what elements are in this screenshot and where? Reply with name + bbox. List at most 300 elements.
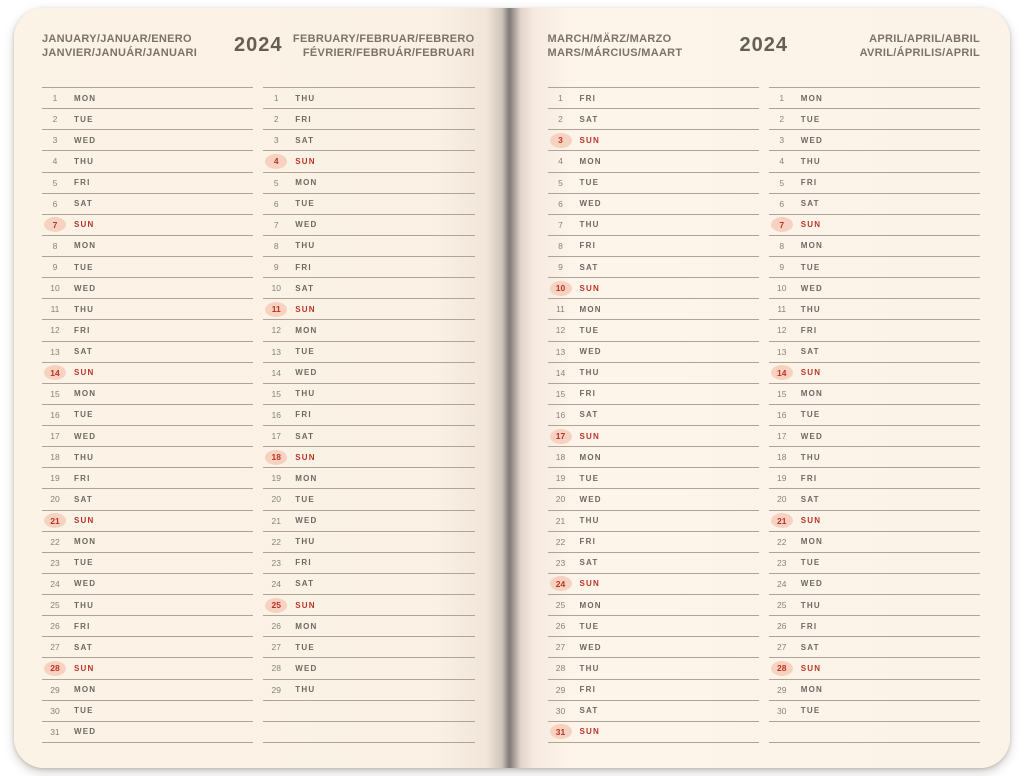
weekday-label: FRI — [74, 473, 91, 483]
sunday-date-badge: 4 — [265, 154, 287, 169]
sunday-date-badge: 10 — [550, 281, 572, 296]
day-number: 29 — [555, 684, 566, 695]
day-row — [263, 447, 474, 468]
weekday-label: WED — [74, 283, 97, 293]
weekday-label: MON — [579, 156, 602, 166]
day-row — [769, 680, 980, 701]
day-number: 24 — [50, 578, 60, 589]
day-number: 6 — [52, 198, 58, 209]
day-number: 16 — [555, 409, 566, 420]
day-row — [42, 405, 253, 426]
weekday-label: SUN — [295, 452, 316, 462]
day-number: 2 — [558, 114, 563, 125]
day-row — [769, 194, 980, 215]
weekday-label: SUN — [800, 220, 822, 230]
day-number: 17 — [777, 431, 787, 442]
day-number: 8 — [779, 240, 785, 251]
day-row — [769, 637, 980, 658]
weekday-label: SAT — [579, 558, 599, 568]
day-row — [548, 468, 759, 489]
day-row — [769, 236, 980, 257]
day-number: 5 — [273, 177, 279, 188]
day-number: 2 — [52, 114, 58, 125]
day-number: 15 — [50, 388, 60, 399]
day-number: 13 — [555, 346, 566, 357]
day-row — [263, 299, 474, 320]
day-row — [548, 257, 759, 278]
weekday-label: TUE — [800, 114, 821, 124]
weekday-label: MON — [74, 685, 97, 695]
weekday-label: SAT — [74, 199, 94, 209]
day-number: 30 — [50, 705, 60, 716]
sunday-date-badge: 18 — [265, 450, 287, 465]
weekday-label: FRI — [579, 241, 596, 251]
day-row — [769, 88, 980, 109]
weekday-label: THU — [74, 304, 95, 314]
day-row — [42, 658, 253, 679]
day-number: 31 — [50, 726, 60, 737]
weekday-label: THU — [295, 241, 316, 251]
day-row — [42, 722, 253, 743]
day-number: 12 — [555, 325, 566, 336]
weekday-label: WED — [579, 494, 602, 504]
day-number: 4 — [52, 156, 58, 167]
weekday-label: THU — [295, 685, 316, 695]
weekday-label: MON — [579, 452, 602, 462]
weekday-label: TUE — [295, 347, 315, 357]
day-row — [263, 88, 474, 109]
day-number: 20 — [555, 494, 566, 505]
day-number: 13 — [50, 346, 60, 357]
sunday-date-badge: 11 — [265, 302, 287, 317]
day-row — [548, 426, 759, 447]
day-number: 19 — [50, 473, 60, 484]
sunday-date-badge: 7 — [771, 217, 793, 232]
weekday-label: MON — [74, 537, 97, 547]
day-number: 20 — [50, 494, 60, 505]
day-row — [769, 658, 980, 679]
day-number: 13 — [777, 346, 787, 357]
day-row — [769, 616, 980, 637]
day-row — [769, 595, 980, 616]
day-row — [769, 299, 980, 320]
weekday-label: THU — [579, 663, 600, 673]
month-title-april — [788, 33, 980, 60]
weekday-label: MON — [74, 241, 97, 251]
weekday-label: WED — [295, 368, 318, 378]
weekday-label: MON — [800, 537, 824, 547]
day-number: 10 — [271, 283, 281, 294]
day-row — [769, 384, 980, 405]
day-row — [42, 363, 253, 384]
sunday-date-badge: 28 — [771, 661, 793, 676]
day-row — [548, 447, 759, 468]
weekday-label: TUE — [74, 410, 94, 420]
weekday-label: FRI — [295, 114, 312, 124]
day-number: 20 — [777, 494, 787, 505]
day-row — [263, 426, 474, 447]
day-number: 24 — [271, 578, 281, 589]
weekday-label: THU — [800, 156, 821, 166]
year-label: 2024 — [739, 34, 788, 56]
weekday-label: SAT — [579, 410, 599, 420]
day-number: 9 — [273, 262, 279, 273]
day-row — [548, 215, 759, 236]
day-number: 11 — [556, 304, 565, 315]
day-row — [42, 637, 253, 658]
weekday-label: SUN — [800, 368, 822, 378]
weekday-label: FRI — [295, 410, 312, 420]
month-title-line: FEBRUARY/FEBRUAR/FEBRERO — [292, 33, 475, 45]
weekday-label: SUN — [800, 663, 822, 673]
month-title-line: AVRIL/ÁPRILIS/APRIL — [859, 46, 980, 59]
day-row — [548, 236, 759, 257]
weekday-label: FRI — [800, 325, 818, 335]
weekday-label: FRI — [74, 325, 91, 335]
day-row — [263, 532, 474, 553]
day-number: 25 — [50, 600, 60, 611]
day-row — [548, 532, 759, 553]
weekday-label: SAT — [74, 347, 94, 357]
weekday-label: MON — [800, 685, 824, 695]
day-number: 23 — [50, 557, 60, 568]
month-title-line: MARS/MÁRCIUS/MAART — [547, 46, 683, 59]
weekday-label: THU — [295, 389, 316, 399]
day-row — [42, 342, 253, 363]
weekday-label: FRI — [74, 621, 91, 631]
weekday-label: SAT — [800, 494, 820, 504]
weekday-label: WED — [74, 579, 97, 589]
weekday-label: SAT — [579, 262, 599, 272]
weekday-label: SAT — [74, 494, 94, 504]
weekday-label: MON — [579, 304, 602, 314]
day-row — [548, 701, 759, 722]
day-row — [769, 574, 980, 595]
weekday-label: MON — [295, 473, 318, 483]
weekday-label: FRI — [295, 262, 312, 272]
day-row — [263, 637, 474, 658]
day-number: 14 — [555, 367, 566, 378]
weekday-label: TUE — [579, 325, 600, 335]
month-title-line: JANUARY/JANUAR/ENERO — [42, 33, 192, 45]
day-number: 29 — [271, 684, 281, 695]
day-number: 12 — [50, 325, 60, 336]
weekday-label: FRI — [74, 178, 91, 188]
day-number: 5 — [52, 177, 58, 188]
weekday-label: MON — [295, 178, 318, 188]
weekday-label: MON — [74, 93, 97, 103]
day-row — [42, 532, 253, 553]
day-number: 8 — [273, 240, 279, 251]
day-row — [548, 299, 759, 320]
day-number: 23 — [777, 557, 787, 568]
day-row — [548, 680, 759, 701]
day-number: 1 — [558, 93, 563, 104]
day-row — [263, 680, 474, 701]
day-row — [263, 616, 474, 637]
day-row — [769, 173, 980, 194]
weekday-label: MON — [800, 93, 824, 103]
month-title-february — [283, 33, 475, 60]
day-row — [548, 278, 759, 299]
day-row — [769, 363, 980, 384]
weekday-label: THU — [74, 600, 95, 610]
day-row — [548, 553, 759, 574]
day-row — [769, 257, 980, 278]
right-page-header — [548, 33, 981, 60]
day-row — [769, 109, 980, 130]
sunday-date-badge: 25 — [265, 598, 287, 613]
day-number: 26 — [50, 621, 60, 632]
day-row — [548, 194, 759, 215]
day-row — [263, 489, 474, 510]
day-number: 23 — [555, 557, 566, 568]
day-row — [42, 151, 253, 172]
day-number: 12 — [271, 325, 281, 336]
day-row — [769, 215, 980, 236]
weekday-label: SUN — [579, 135, 600, 145]
empty-day-row — [769, 722, 980, 743]
day-number: 20 — [271, 494, 281, 505]
day-number: 26 — [777, 621, 787, 632]
month-column-march — [548, 87, 759, 743]
day-number: 1 — [273, 93, 279, 104]
weekday-label: SAT — [800, 642, 820, 652]
day-row — [769, 489, 980, 510]
day-row — [548, 342, 759, 363]
weekday-label: TUE — [74, 262, 94, 272]
day-row — [263, 658, 474, 679]
sunday-date-badge: 17 — [550, 429, 572, 444]
sunday-date-badge: 28 — [44, 661, 66, 676]
day-number: 23 — [271, 557, 281, 568]
sunday-date-badge: 24 — [550, 576, 572, 591]
day-row — [769, 130, 980, 151]
day-row — [263, 278, 474, 299]
day-row — [769, 532, 980, 553]
day-number: 4 — [779, 156, 785, 167]
day-number: 9 — [779, 262, 785, 273]
day-row — [42, 257, 253, 278]
day-number: 11 — [777, 304, 787, 315]
weekday-label: SAT — [579, 114, 599, 124]
weekday-label: WED — [74, 727, 97, 737]
day-row — [263, 511, 474, 532]
day-row — [548, 173, 759, 194]
day-row — [769, 701, 980, 722]
day-row — [42, 384, 253, 405]
weekday-label: SUN — [74, 368, 95, 378]
weekday-label: FRI — [579, 389, 596, 399]
day-row — [548, 88, 759, 109]
weekday-label: SAT — [295, 579, 315, 589]
sunday-date-badge: 14 — [44, 365, 66, 380]
day-number: 27 — [555, 642, 566, 653]
day-row — [42, 173, 253, 194]
day-row — [42, 426, 253, 447]
right-page — [508, 8, 1011, 768]
sunday-date-badge: 14 — [771, 365, 793, 380]
day-row — [263, 405, 474, 426]
weekday-label: MON — [800, 389, 824, 399]
day-number: 19 — [555, 473, 566, 484]
day-row — [42, 320, 253, 341]
day-number: 17 — [271, 431, 281, 442]
weekday-label: TUE — [74, 114, 94, 124]
day-row — [769, 278, 980, 299]
weekday-label: SUN — [800, 516, 822, 526]
day-number: 12 — [777, 325, 787, 336]
day-number: 27 — [50, 642, 60, 653]
planner-spread — [14, 8, 1010, 768]
day-row — [42, 553, 253, 574]
weekday-label: SAT — [800, 199, 820, 209]
right-page-columns — [548, 87, 981, 743]
month-title-march — [548, 33, 740, 60]
day-row — [263, 468, 474, 489]
weekday-label: TUE — [800, 410, 821, 420]
day-row — [263, 595, 474, 616]
day-row — [42, 215, 253, 236]
day-number: 25 — [555, 600, 566, 611]
day-row — [769, 151, 980, 172]
weekday-label: SAT — [800, 347, 820, 357]
day-number: 15 — [555, 388, 566, 399]
weekday-label: TUE — [295, 642, 315, 652]
month-title-line: MARCH/MÄRZ/MARZO — [547, 33, 672, 45]
day-number: 9 — [558, 262, 563, 273]
weekday-label: TUE — [579, 178, 600, 188]
day-row — [548, 151, 759, 172]
weekday-label: SAT — [295, 135, 315, 145]
weekday-label: THU — [295, 537, 316, 547]
weekday-label: SUN — [74, 663, 95, 673]
day-row — [263, 320, 474, 341]
day-row — [263, 173, 474, 194]
day-number: 16 — [777, 409, 787, 420]
day-row — [769, 468, 980, 489]
weekday-label: TUE — [295, 494, 315, 504]
day-number: 15 — [271, 388, 281, 399]
weekday-label: WED — [579, 642, 602, 652]
empty-day-row — [263, 701, 474, 722]
day-number: 25 — [777, 600, 787, 611]
day-row — [263, 194, 474, 215]
day-number: 7 — [558, 219, 563, 230]
weekday-label: WED — [800, 135, 824, 145]
weekday-label: MON — [579, 600, 602, 610]
day-number: 6 — [779, 198, 785, 209]
day-number: 10 — [50, 283, 60, 294]
day-number: 6 — [558, 198, 563, 209]
weekday-label: SUN — [295, 304, 316, 314]
weekday-label: WED — [74, 135, 97, 145]
weekday-label: TUE — [800, 262, 821, 272]
year-label: 2024 — [234, 34, 283, 56]
day-number: 28 — [271, 663, 281, 674]
day-row — [769, 447, 980, 468]
weekday-label: SAT — [579, 706, 599, 716]
day-number: 21 — [555, 515, 566, 526]
weekday-label: FRI — [579, 685, 596, 695]
weekday-label: WED — [800, 283, 824, 293]
weekday-label: THU — [579, 220, 600, 230]
day-number: 5 — [558, 177, 563, 188]
day-row — [263, 215, 474, 236]
day-row — [263, 151, 474, 172]
weekday-label: WED — [579, 199, 602, 209]
weekday-label: SUN — [579, 727, 600, 737]
day-number: 18 — [777, 452, 787, 463]
weekday-label: THU — [579, 368, 600, 378]
weekday-label: MON — [800, 241, 824, 251]
day-number: 3 — [52, 135, 58, 146]
weekday-label: THU — [800, 452, 821, 462]
day-row — [548, 405, 759, 426]
day-row — [263, 130, 474, 151]
day-row — [769, 553, 980, 574]
month-title-line: APRIL/APRIL/ABRIL — [869, 33, 980, 45]
day-row — [548, 363, 759, 384]
day-row — [769, 426, 980, 447]
weekday-label: WED — [579, 347, 602, 357]
day-number: 2 — [779, 114, 785, 125]
day-row — [548, 595, 759, 616]
weekday-label: TUE — [74, 706, 94, 716]
weekday-label: THU — [800, 304, 821, 314]
left-page — [14, 8, 508, 768]
month-column-february — [263, 87, 474, 743]
sunday-date-badge: 21 — [771, 513, 793, 528]
sunday-date-badge: 31 — [550, 724, 572, 739]
day-row — [42, 299, 253, 320]
day-number: 4 — [558, 156, 563, 167]
day-row — [548, 658, 759, 679]
day-number: 19 — [271, 473, 281, 484]
day-number: 1 — [779, 93, 785, 104]
day-row — [548, 574, 759, 595]
sunday-date-badge: 21 — [44, 513, 66, 528]
day-row — [769, 511, 980, 532]
weekday-label: SUN — [295, 600, 316, 610]
day-row — [548, 489, 759, 510]
day-number: 16 — [50, 409, 60, 420]
day-row — [263, 363, 474, 384]
weekday-label: WED — [295, 516, 318, 526]
day-row — [42, 489, 253, 510]
day-row — [769, 320, 980, 341]
day-row — [42, 278, 253, 299]
day-number: 11 — [50, 304, 60, 315]
day-number: 2 — [273, 114, 279, 125]
weekday-label: SUN — [579, 579, 600, 589]
empty-day-row — [263, 722, 474, 743]
sunday-date-badge: 7 — [44, 217, 66, 232]
day-row — [42, 574, 253, 595]
day-row — [769, 342, 980, 363]
weekday-label: FRI — [800, 621, 818, 631]
weekday-label: FRI — [579, 93, 596, 103]
weekday-label: THU — [74, 452, 95, 462]
day-number: 5 — [779, 177, 785, 188]
day-row — [548, 511, 759, 532]
day-row — [263, 384, 474, 405]
day-row — [42, 194, 253, 215]
weekday-label: FRI — [800, 473, 818, 483]
day-number: 27 — [777, 642, 787, 653]
weekday-label: SAT — [295, 431, 315, 441]
weekday-label: WED — [295, 663, 318, 673]
